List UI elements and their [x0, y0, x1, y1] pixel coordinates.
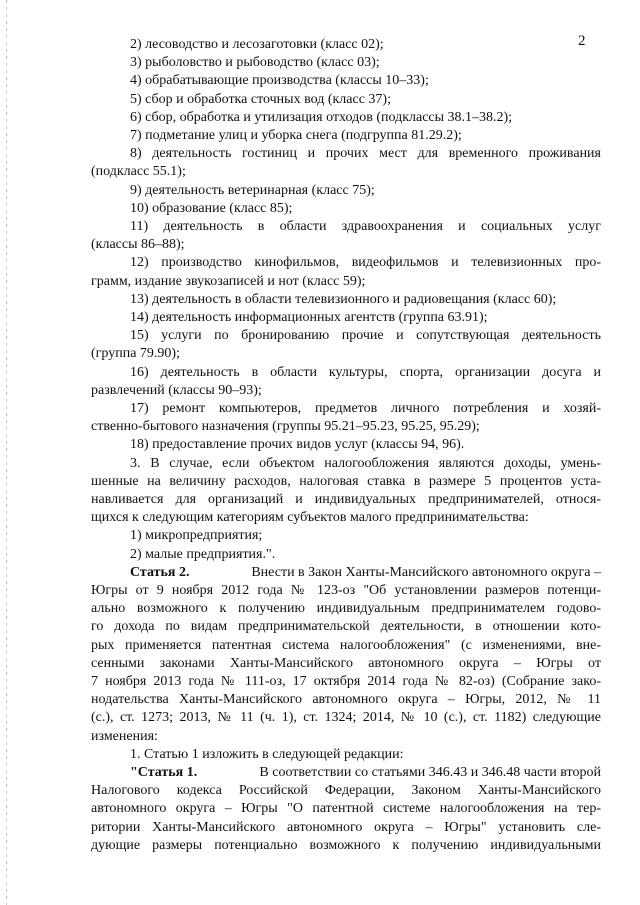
paragraph-line: нодательства Ханты-Мансийского автономного округа – Югры, 2012, № 11 [91, 692, 601, 708]
article-2-heading-line [130, 564, 601, 582]
list-item-continuation: (подкласс 55.1); [91, 164, 186, 180]
article-1-heading-line [130, 764, 601, 782]
list-item: 18) предоставление прочих видов услуг (классы 94, 96). [130, 437, 465, 453]
list-item: 3) рыболовство и рыбоводство (класс 03); [130, 55, 380, 71]
paragraph-line: ально возможного к получению индивидуальным предпринимателем годово- [91, 601, 601, 617]
list-item: 1) микропредприятия; [130, 528, 263, 544]
paragraph-line: Внести в Закон Ханты-Мансийского автономного округа – [251, 564, 601, 580]
list-item: 11) деятельность в области здравоохранения и социальных услуг [130, 219, 601, 234]
list-item: 7) подметание улиц и уборка снега (подгруппа 81.29.2); [130, 128, 462, 143]
paragraph-line: автономного округа – Югры "О патентной системе налогообложения на тер- [91, 801, 601, 817]
list-item: 6) сбор, обработка и утилизация отходов (подклассы 38.1–38.2); [130, 109, 513, 125]
list-item: 12) производство кинофильмов, видеофильмов и телевизионных про- [130, 255, 601, 271]
paragraph-line: Югры от 9 ноября 2012 года № 123-оз "Об установлении размеров потенци- [91, 583, 601, 598]
page-number: 2 [578, 33, 586, 49]
article-1-title: "Статья 1. [130, 765, 198, 780]
paragraph-line: навливается для организаций и индивидуальных предпринимателей, относя- [91, 492, 601, 507]
list-item: 2) малые предприятия.". [130, 546, 276, 562]
paragraph-line: щихся к следующим категориям субъектов малого предпринимательства: [91, 510, 529, 526]
paragraph-line: В соответствии со статьями 346.43 и 346.48 части второй [259, 765, 601, 780]
paragraph-line: 1. Статью 1 изложить в следующей редакции: [130, 746, 404, 762]
paragraph-line: (с.), ст. 1273; 2013, № 11 (ч. 1), ст. 1324; 2014, № 10 (с.), ст. 1182) следующие [91, 710, 601, 726]
list-item: 17) ремонт компьютеров, предметов личного потребления и хозяй- [130, 401, 601, 416]
list-item: 16) деятельность в области культуры, спорта, организации досуга и [130, 364, 601, 380]
list-item: 4) обрабатывающие производства (классы 10–33); [130, 73, 429, 89]
list-item-continuation: развлечений (классы 90–93); [91, 382, 262, 398]
scan-edge-line [6, 0, 7, 905]
paragraph-line: сенными законами Ханты-Мансийского автономного округа – Югры от [91, 655, 601, 671]
list-item: 8) деятельность гостиниц и прочих мест для временного проживания [130, 146, 601, 162]
list-item: 2) лесоводство и лесозаготовки (класс 02); [130, 37, 384, 52]
list-item-continuation: (классы 86–88); [91, 237, 185, 253]
list-item: 5) сбор и обработка сточных вод (класс 37); [130, 91, 391, 107]
paragraph-line: Налогового кодекса Российской Федерации, Законом Ханты-Мансийского [91, 783, 601, 799]
paragraph-line: дующие размеры потенциально возможного к получению индивидуальными [91, 837, 601, 853]
list-item-continuation: ственно-бытового назначения (группы 95.21–95.23, 95.25, 95.29); [91, 419, 480, 435]
list-item: 9) деятельность ветеринарная (класс 75); [130, 182, 375, 198]
list-item: 10) образование (класс 85); [130, 200, 293, 216]
paragraph-line: шенные на величину расходов, налоговая ставка в размере 5 процентов уста- [91, 473, 601, 489]
list-item-continuation: грамм, издание звукозаписей и нот (класс 59); [91, 273, 366, 289]
list-item: 14) деятельность информационных агентств (группа 63.91); [130, 310, 488, 325]
list-item: 13) деятельность в области телевизионного и радиовещания (класс 60); [130, 291, 557, 307]
paragraph-line: рых применяется патентная система налогообложения" (с изменениями, вне- [91, 637, 601, 653]
paragraph-line: изменения: [91, 728, 158, 744]
paragraph-line: го дохода по видам предпринимательской деятельности, в отношении кото- [91, 619, 601, 635]
paragraph-line: 7 ноября 2013 года № 111-оз, 17 октября 2014 года № 82-оз) (Собрание зако- [91, 674, 601, 689]
article-2-title: Статья 2. [130, 564, 190, 580]
paragraph-line: ритории Ханты-Мансийского автономного округа – Югры" установить сле- [91, 819, 601, 835]
list-item: 15) услуги по бронированию прочие и сопутствующая деятельность [130, 328, 601, 344]
list-item-continuation: (группа 79.90); [91, 346, 180, 362]
paragraph-line: 3. В случае, если объектом налогообложения являются доходы, умень- [130, 455, 601, 471]
